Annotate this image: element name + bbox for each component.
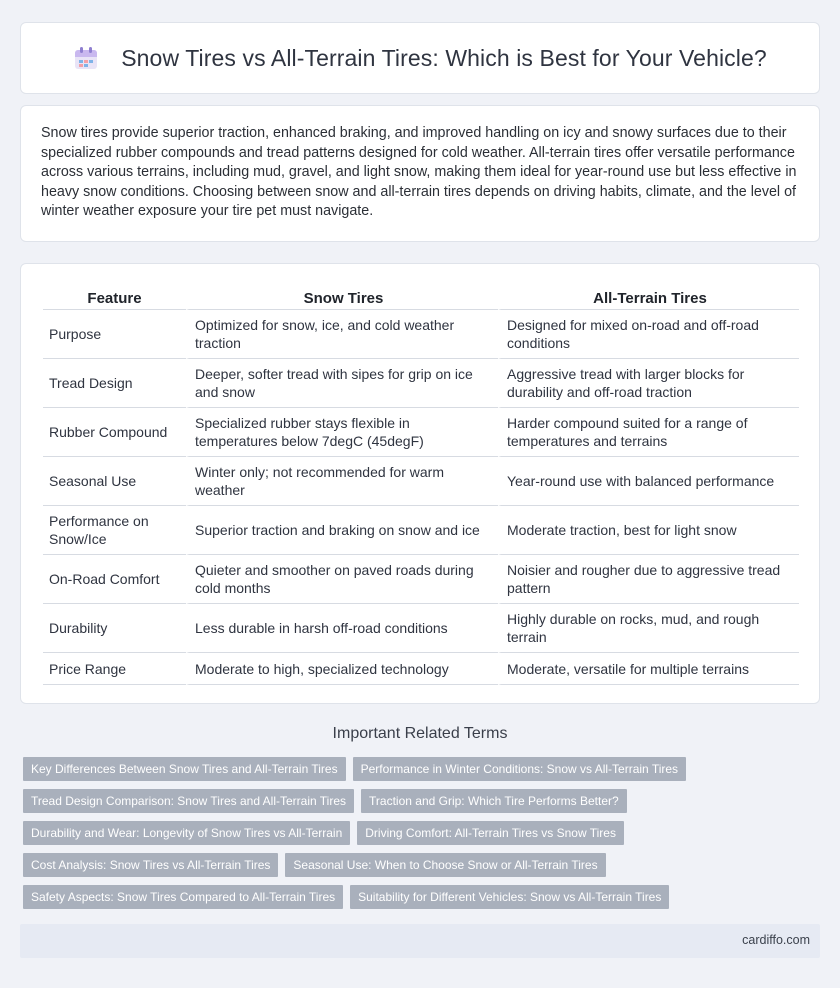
snow-tires-cell: Specialized rubber stays flexible in temperatures below 7degC (45degF) [186,408,498,457]
related-term-tag[interactable]: Performance in Winter Conditions: Snow vs All-Terrain Tires [353,757,686,781]
all-terrain-cell: Designed for mixed on-road and off-road conditions [498,310,799,359]
table-row [43,555,799,604]
table-row [43,457,799,506]
snow-tires-cell: Winter only; not recommended for warm weather [186,457,498,506]
snow-tires-cell: Superior traction and braking on snow and ice [186,506,498,555]
snow-tires-cell: Moderate to high, specialized technology [186,653,498,685]
column-header-snow-tires: Snow Tires [186,284,498,310]
comparison-table-card [20,263,820,704]
all-terrain-cell: Highly durable on rocks, mud, and rough terrain [498,604,799,653]
feature-cell: Durability [43,604,186,653]
related-term-tag[interactable]: Suitability for Different Vehicles: Snow vs All-Terrain Tires [350,885,669,909]
tag-row [23,789,823,813]
tag-row [23,885,823,909]
all-terrain-cell: Moderate, versatile for multiple terrains [498,653,799,685]
calendar-icon [73,45,99,71]
related-term-tag[interactable]: Cost Analysis: Snow Tires vs All-Terrain Tires [23,853,278,877]
feature-cell: On-Road Comfort [43,555,186,604]
page-title: Snow Tires vs All-Terrain Tires: Which is Best for Your Vehicle? [121,44,767,71]
feature-cell: Seasonal Use [43,457,186,506]
table-row [43,506,799,555]
related-term-tag[interactable]: Traction and Grip: Which Tire Performs Better? [361,789,627,813]
header-card [20,22,820,94]
all-terrain-cell: Moderate traction, best for light snow [498,506,799,555]
feature-cell: Tread Design [43,359,186,408]
table-row [43,310,799,359]
table-header-row [43,284,799,310]
tag-row [23,853,823,877]
feature-cell: Price Range [43,653,186,685]
intro-card [20,105,820,242]
table-row [43,408,799,457]
table-row [43,604,799,653]
feature-cell: Purpose [43,310,186,359]
related-term-tag[interactable]: Durability and Wear: Longevity of Snow Tires vs All-Terrain [23,821,350,845]
snow-tires-cell: Deeper, softer tread with sipes for grip on ice and snow [186,359,498,408]
all-terrain-cell: Aggressive tread with larger blocks for durability and off-road traction [498,359,799,408]
feature-cell: Performance on Snow/Ice [43,506,186,555]
related-terms-list [23,757,823,917]
related-term-tag[interactable]: Key Differences Between Snow Tires and All-Terrain Tires [23,757,346,781]
column-header-all-terrain-tires: All-Terrain Tires [498,284,799,310]
footer-site-link[interactable]: cardiffo.com [742,933,810,947]
intro-paragraph: Snow tires provide superior traction, enhanced braking, and improved handling on icy and snowy surfaces due to their specialized rubber compounds and tread patterns designed for cold weather. All-terrain tires offer versatile performance across various terrains, including mud, gravel, and light snow, making them ideal for year-round use but less effective in heavy snow conditions. Choosing between snow and all-terrain tires depends on driving habits, climate, and the level of winter weather exposure your tire pet must navigate. [41,125,797,220]
column-header-feature: Feature [43,284,186,310]
feature-cell: Rubber Compound [43,408,186,457]
table-row [43,359,799,408]
comparison-table [43,284,799,685]
footer [20,924,820,958]
tag-row [23,757,823,781]
related-term-tag[interactable]: Driving Comfort: All-Terrain Tires vs Snow Tires [357,821,624,845]
related-term-tag[interactable]: Seasonal Use: When to Choose Snow or All-Terrain Tires [285,853,605,877]
all-terrain-cell: Noisier and rougher due to aggressive tread pattern [498,555,799,604]
related-term-tag[interactable]: Tread Design Comparison: Snow Tires and All-Terrain Tires [23,789,354,813]
table-row [43,653,799,685]
snow-tires-cell: Quieter and smoother on paved roads during cold months [186,555,498,604]
tag-row [23,821,823,845]
snow-tires-cell: Optimized for snow, ice, and cold weather traction [186,310,498,359]
related-term-tag[interactable]: Safety Aspects: Snow Tires Compared to All-Terrain Tires [23,885,343,909]
all-terrain-cell: Year-round use with balanced performance [498,457,799,506]
snow-tires-cell: Less durable in harsh off-road conditions [186,604,498,653]
all-terrain-cell: Harder compound suited for a range of temperatures and terrains [498,408,799,457]
related-terms-heading: Important Related Terms [332,725,508,742]
